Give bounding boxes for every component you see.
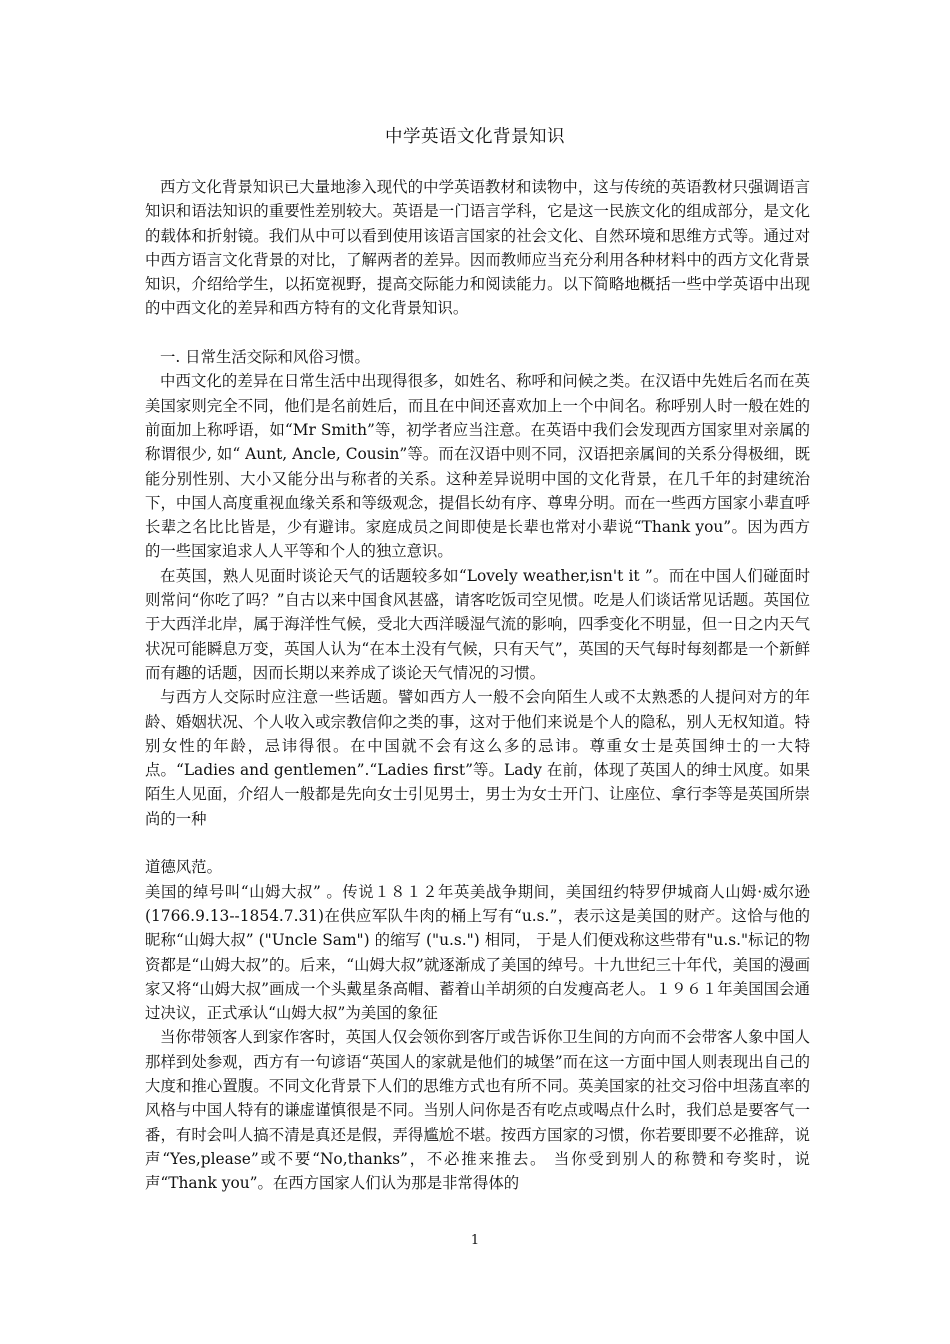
page-number: 1 — [470, 1233, 480, 1248]
document-title: 中学英语文化背景知识 — [385, 127, 565, 147]
paragraph-guests: 当你带领客人到家作客时，英国人仅会领你到客厅或告诉你卫生间的方向而不会带客人象中国人那样到处参观，西方有一句谚语“英国人的家就是他们的城堡”而在这一方面中国人则表现出自己的大度和推心置腹。不同文化背景下人们的思维方式也有所不同。英美国家的社交习俗中坦荡直率的风格与中国人特有的谦虚谨慎很是不同。当别人问你是否有吃点或喝点什么时，我们总是要客气一番，有时会叫人搞不清是真还是假，弄得尴尬不堪。按西方国家的习惯，你若要即要不必推辞，说声“Yes,please”或不要“No,thanks”，不必推来推去。 当你受到别人的称赞和夸奖时，说声“Thank you”。在西方国家人们认为那是非常得体的 — [145, 1028, 810, 1193]
paragraph-names: 中西文化的差异在日常生活中出现得很多，如姓名、称呼和问候之类。在汉语中先姓后名而在英美国家则完全不同，他们是名前姓后，而且在中间还喜欢加上一个中间名。称呼别人时一般在姓的前面加上称呼语，如“Mr Smith”等，初学者应当注意。在英语中我们会发现西方国家里对亲属的称谓很少, 如“ Aunt, Ancle, Cousin”等。而在汉语中则不同，汉语把亲属间的关系分得极细，既能分别性别、大小又能分出与称者的关系。这种差异说明中国的文化背景，在几千年的封建统治下，中国人高度重视血缘关系和等级观念，提倡长幼有序、尊卑分明。而在一些西方国家小辈直呼长辈之名比比皆是，少有避讳。家庭成员之间即使是长辈也常对小辈说“Thank you”。因为西方的一些国家追求人人平等和个人的独立意识。 — [145, 372, 810, 561]
blank-line — [145, 321, 810, 345]
section-heading: 一. 日常生活交际和风俗习惯。 — [160, 348, 370, 367]
paragraph-intro: 西方文化背景知识已大量地渗入现代的中学英语教材和读物中，这与传统的英语教材只强调语言知识和语法知识的重要性差别较大。英语是一门语言学科，它是这一民族文化的组成部分，是文化的载体和折射镜。我们从中可以看到使用该语言国家的社会文化、自然环境和思维方式等。通过对中西方语言文化背景的对比，了解两者的差异。因而教师应当充分利用各种材料中的西方文化背景知识，介绍给学生，以拓宽视野，提高交际能力和阅读能力。以下简略地概括一些中学英语中出现的中西文化的差异和西方特有的文化背景知识。 — [145, 178, 810, 318]
blank-line — [145, 831, 810, 855]
paragraph-uncle-sam: 美国的绰号叫“山姆大叔” 。传说１８１２年英美战争期间，美国纽约特罗伊城商人山姆·威尔逊(1766.9.13--1854.7.31)在供应军队牛肉的桶上写有“u.s.”，表示这是美国的财产。这恰与他的昵称“山姆大叔” ("Uncle Sam") 的缩写 ("u.s.") 相同， 于是人们便戏称这些带有"u.s."标记的物资都是“山姆大叔”的。后来，“山姆大叔”就逐渐成了美国的绰号。十九世纪三十年代，美国的漫画家又将“山姆大叔”画成一个头戴星条高帽、蓄着山羊胡须的白发瘦高老人。１９６１年美国国会通过决议，正式承认“山姆大叔”为美国的象征 — [145, 882, 810, 1023]
paragraph-morals: 道德风范。 — [145, 858, 222, 877]
paragraph-weather: 在英国，熟人见面时谈论天气的话题较多如“Lovely weather,isn't it ”。而在中国人们碰面时则常问“你吃了吗？”自古以来中国食风甚盛，请客吃饭司空见惯。吃是人们谈话常见话题。英国位于大西洋北岸，属于海洋性气候，受北大西洋暖湿气流的影响，四季变化不明显，但一日之内天气状况可能瞬息万变，英国人认为“在本土没有气候，只有天气”，英国的天气每时每刻都是一个新鲜而有趣的话题，因而长期以来养成了谈论天气情况的习惯。 — [145, 566, 810, 682]
document-body — [145, 175, 810, 1195]
paragraph-topics: 与西方人交际时应注意一些话题。譬如西方人一般不会向陌生人或不太熟悉的人提问对方的年龄、婚姻状况、个人收入或宗教信仰之类的事，这对于他们来说是个人的隐私，别人无权知道。特别女性的年龄，忌讳得很。在中国就不会有这么多的忌讳。尊重女士是英国绅士的一大特点。“Ladies and gentlemen”.“Ladies first”等。Lady 在前，体现了英国人的绅士风度。如果陌生人见面，介绍人一般都是先向女士引见男士，男士为女士开门、让座位、拿行李等是英国所崇尚的一种 — [145, 688, 810, 828]
